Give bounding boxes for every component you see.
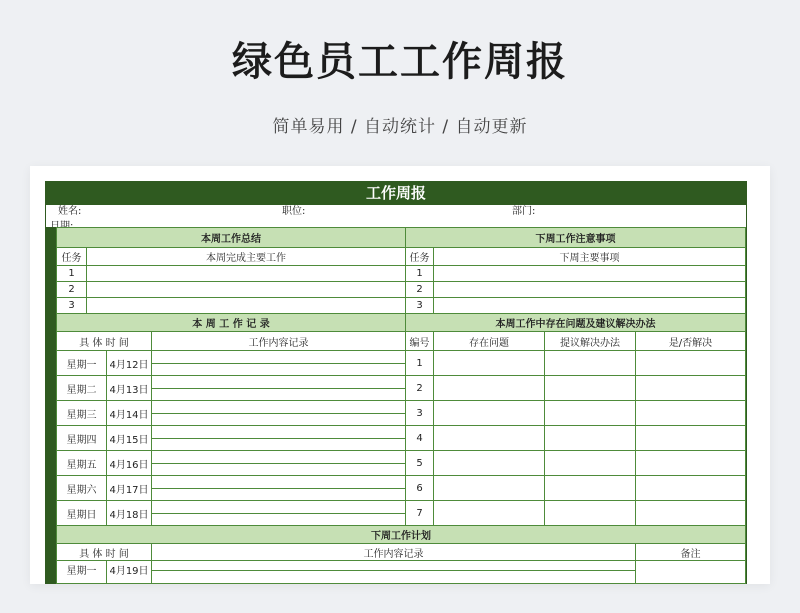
issue-solution[interactable] [544,350,636,376]
plan-time-col: 具 体 时 间 [56,543,152,561]
issues-header: 本周工作中存在问题及建议解决办法 [405,313,746,332]
notes-row-content[interactable] [433,281,746,298]
record-day: 星期二 [56,375,107,401]
issues-problem-col: 存在问题 [433,331,545,351]
issue-problem[interactable] [433,375,545,401]
plan-content[interactable] [151,560,636,584]
summary-row-content[interactable] [86,281,406,298]
issue-resolved[interactable] [635,375,746,401]
summary-row-content[interactable] [86,265,406,282]
issue-problem[interactable] [433,475,545,501]
record-content[interactable] [151,475,406,501]
issue-resolved[interactable] [635,425,746,451]
summary-row-number: 1 [56,265,87,282]
issue-solution[interactable] [544,475,636,501]
issue-resolved[interactable] [635,500,746,526]
summary-row-content[interactable] [86,297,406,314]
issue-solution[interactable] [544,375,636,401]
record-content[interactable] [151,350,406,376]
issue-number: 5 [405,450,434,476]
record-content[interactable] [151,400,406,426]
name-label: 姓名: [58,206,82,217]
department-label: 部门: [512,206,536,217]
record-header: 本 周 工 作 记 录 [56,313,406,332]
record-content[interactable] [151,375,406,401]
issue-resolved[interactable] [635,350,746,376]
plan-date: 4月19日 [106,560,152,584]
page-subtitle: 简单易用 / 自动统计 / 自动更新 [272,117,528,137]
summary-content-col: 本周完成主要工作 [86,247,406,266]
record-date: 4月12日 [106,350,152,376]
issue-problem[interactable] [433,350,545,376]
record-day: 星期一 [56,350,107,376]
notes-content-col: 下周主要事项 [433,247,746,266]
left-green-strip [46,227,56,584]
record-content[interactable] [151,500,406,526]
position-label: 职位: [282,206,306,217]
issue-solution[interactable] [544,425,636,451]
record-content[interactable] [151,450,406,476]
plan-note[interactable] [635,560,746,584]
issue-resolved[interactable] [635,450,746,476]
issue-number: 1 [405,350,434,376]
record-content[interactable] [151,425,406,451]
issues-resolved-col: 是/否解决 [635,331,746,351]
notes-row-number: 2 [405,281,434,298]
issue-problem[interactable] [433,400,545,426]
plan-header: 下周工作计划 [56,525,746,544]
record-day: 星期四 [56,425,107,451]
notes-row-content[interactable] [433,265,746,282]
preview-card [30,166,770,584]
record-date: 4月17日 [106,475,152,501]
notes-task-col: 任务 [405,247,434,266]
issues-number-col: 编号 [405,331,434,351]
issue-number: 4 [405,425,434,451]
issue-resolved[interactable] [635,400,746,426]
issue-number: 7 [405,500,434,526]
notes-row-content[interactable] [433,297,746,314]
record-day: 星期三 [56,400,107,426]
report-sheet [45,181,747,584]
record-day: 星期六 [56,475,107,501]
record-date: 4月18日 [106,500,152,526]
issue-problem[interactable] [433,425,545,451]
record-day: 星期日 [56,500,107,526]
record-date: 4月13日 [106,375,152,401]
record-date: 4月16日 [106,450,152,476]
sheet-title: 工作周报 [365,184,426,202]
issue-problem[interactable] [433,500,545,526]
plan-content-col: 工作内容记录 [151,543,636,561]
issue-solution[interactable] [544,500,636,526]
issue-number: 3 [405,400,434,426]
summary-header: 本周工作总结 [56,227,406,248]
page-title: 绿色员工工作周报 [232,39,568,85]
notes-row-number: 1 [405,265,434,282]
notes-row-number: 3 [405,297,434,314]
record-day: 星期五 [56,450,107,476]
record-time-col: 具 体 时 间 [56,331,152,351]
info-row-mask-top [46,205,746,227]
record-date: 4月15日 [106,425,152,451]
notes-header: 下周工作注意事项 [405,227,746,248]
issue-solution[interactable] [544,400,636,426]
issue-number: 2 [405,375,434,401]
plan-day: 星期一 [56,560,107,584]
issue-solution[interactable] [544,450,636,476]
plan-note-col: 备注 [635,543,746,561]
issue-problem[interactable] [433,450,545,476]
summary-row-number: 2 [56,281,87,298]
record-content-col: 工作内容记录 [151,331,406,351]
issue-resolved[interactable] [635,475,746,501]
summary-row-number: 3 [56,297,87,314]
record-date: 4月14日 [106,400,152,426]
issues-solution-col: 提议解决办法 [544,331,636,351]
summary-task-col: 任务 [56,247,87,266]
issue-number: 6 [405,475,434,501]
